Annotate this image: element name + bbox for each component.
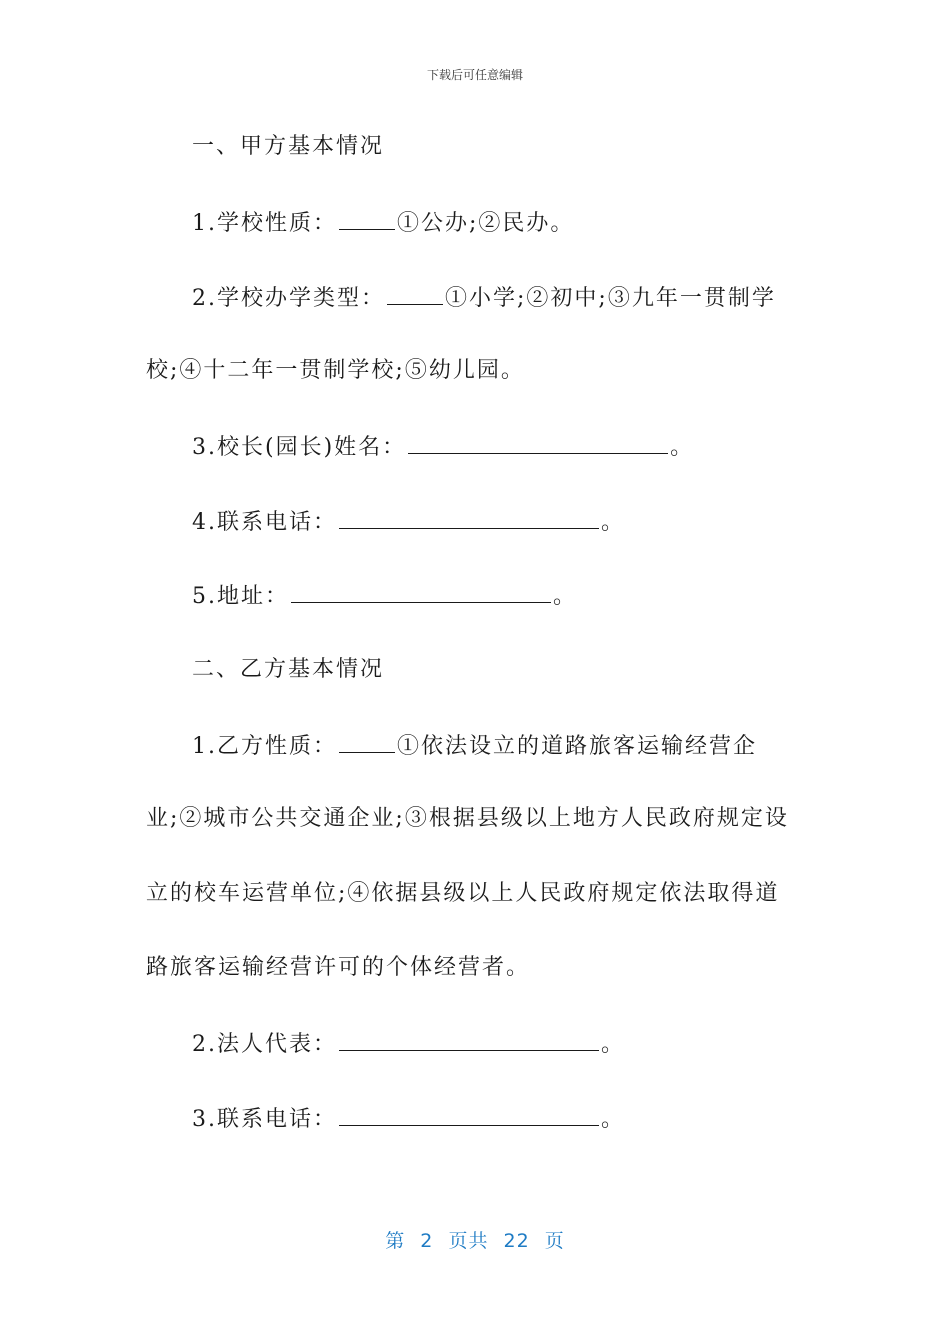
legal-rep-blank[interactable]: [339, 1028, 599, 1051]
party-b-nature-options-3: 立的校车运营单位;④依据县级以上人民政府规定依法取得道: [146, 881, 780, 906]
party-b-nature-blank[interactable]: [339, 730, 395, 753]
address-end: 。: [553, 584, 578, 609]
school-nature-blank[interactable]: [339, 207, 395, 230]
page-total: 22: [503, 1230, 530, 1252]
page-prefix: 第: [385, 1230, 406, 1252]
party-a-phone-blank[interactable]: [339, 506, 599, 529]
school-type-options-1: ①小学;②初中;③九年一贯制学: [445, 286, 776, 311]
section-b-heading: 二、乙方基本情况: [192, 657, 385, 682]
party-a-phone-end: 。: [601, 510, 626, 535]
school-type-line: [192, 282, 776, 314]
school-type-blank[interactable]: [387, 282, 443, 305]
page-footer: [0, 1226, 950, 1253]
party-b-nature-options-4: 路旅客运输经营许可的个体经营者。: [146, 955, 531, 980]
principal-name-line: [192, 431, 694, 463]
address-blank[interactable]: [291, 580, 551, 603]
address-line: [192, 580, 577, 612]
header-note: 下载后可任意编辑: [426, 68, 523, 82]
party-a-phone-label: 4.联系电话：: [192, 510, 337, 535]
school-nature-label: 1.学校性质：: [192, 211, 337, 236]
party-a-phone-line: [192, 506, 625, 538]
party-b-phone-label: 3.联系电话：: [192, 1107, 337, 1132]
principal-name-label: 3.校长(园长)姓名：: [192, 435, 407, 460]
school-type-options-2: 校;④十二年一贯制学校;⑤幼儿园。: [146, 358, 525, 383]
page-mid: 页共: [448, 1230, 489, 1252]
page-current: 2: [420, 1230, 434, 1252]
party-b-phone-end: 。: [601, 1107, 626, 1132]
party-b-phone-line: [192, 1103, 625, 1135]
school-nature-options: ①公办;②民办。: [397, 211, 575, 236]
legal-rep-end: 。: [601, 1032, 626, 1057]
party-b-nature-label: 1.乙方性质：: [192, 734, 337, 759]
legal-rep-line: [192, 1028, 625, 1060]
party-b-nature-line: [192, 730, 757, 762]
section-a-heading: 一、甲方基本情况: [192, 134, 385, 159]
address-label: 5.地址：: [192, 584, 289, 609]
principal-name-end: 。: [670, 435, 695, 460]
party-b-phone-blank[interactable]: [339, 1103, 599, 1126]
principal-name-blank[interactable]: [408, 431, 668, 454]
party-b-nature-options-2: 业;②城市公共交通企业;③根据县级以上地方人民政府规定设: [146, 806, 789, 831]
legal-rep-label: 2.法人代表：: [192, 1032, 337, 1057]
party-b-nature-options-1: ①依法设立的道路旅客运输经营企: [397, 734, 758, 759]
page-suffix: 页: [544, 1230, 565, 1252]
school-type-label: 2.学校办学类型：: [192, 286, 385, 311]
school-nature-line: [192, 207, 574, 239]
